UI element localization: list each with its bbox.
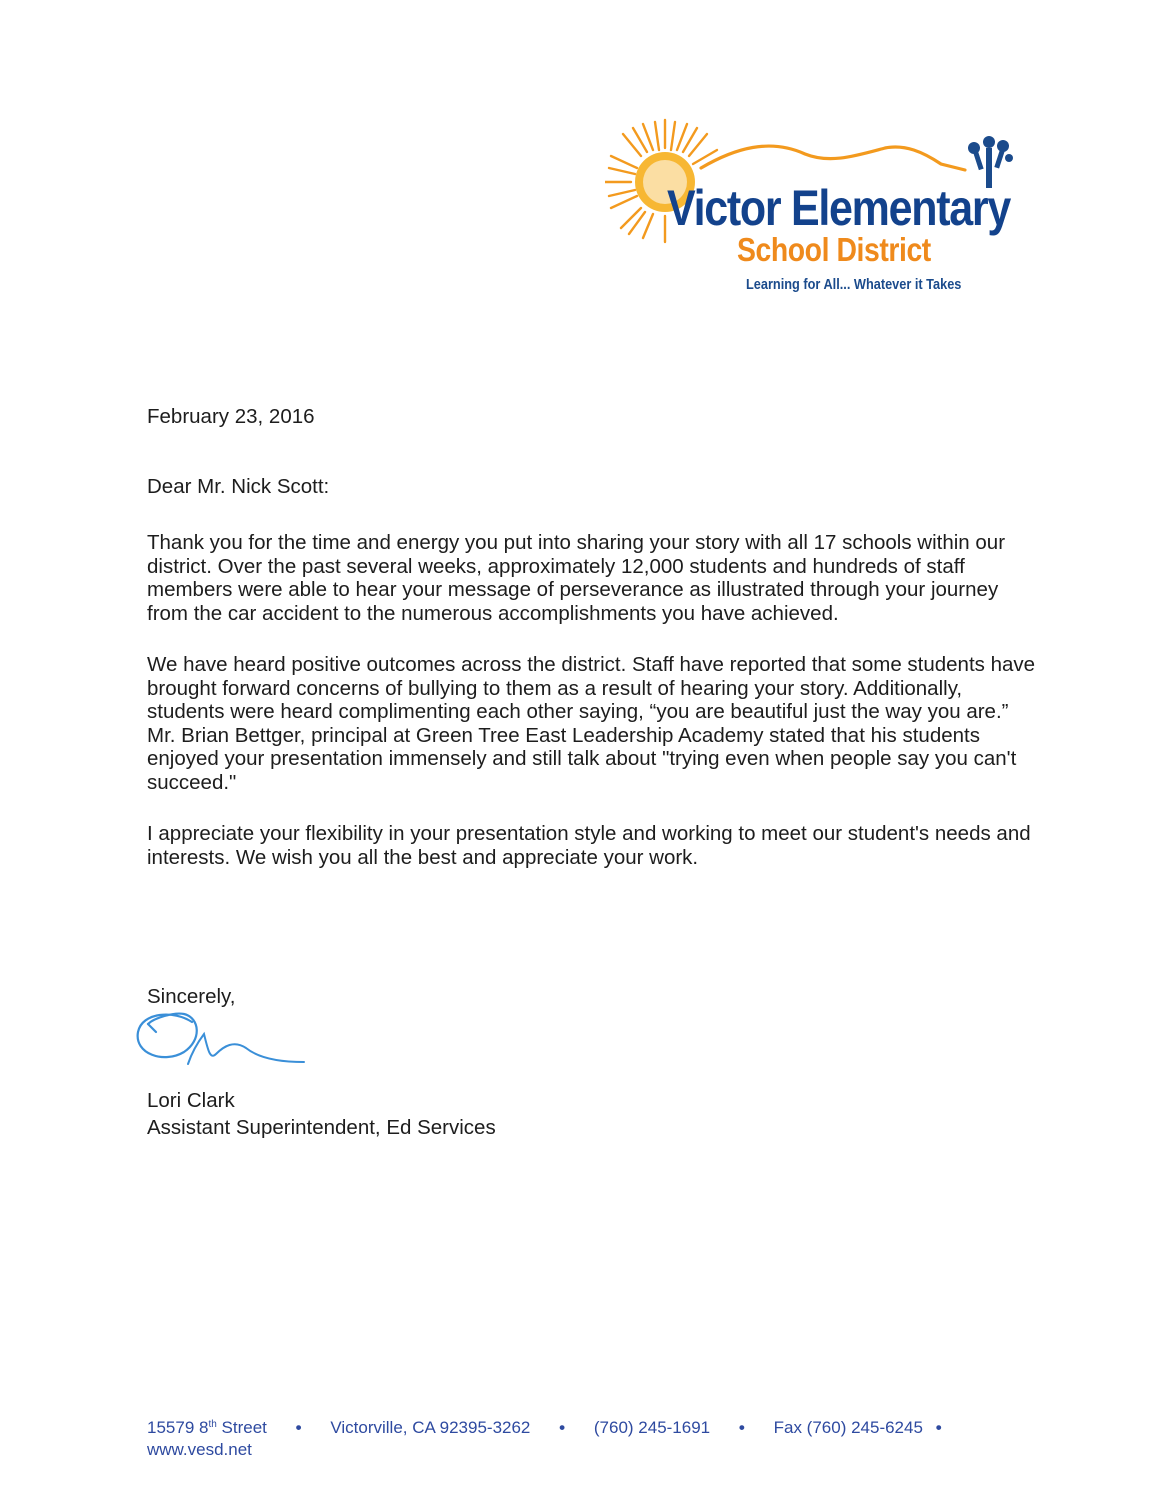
handwritten-signature: [134, 1002, 314, 1082]
paragraph-2: We have heard positive outcomes across the district. Staff have reported that some students have brought forward concerns of bullying to them as a result of hearing your story. Additionally, students were heard complimenting each other saying, “you are beautiful just the way you are.” Mr. Brian Bettger, principal at Green Tree East Leadership Academy stated that his students enjoyed your presentation immensely and still talk about "trying even when people say you can't succeed.": [147, 653, 1036, 794]
footer-street-name: Street: [216, 1418, 267, 1437]
letterhead-footer: [147, 1414, 1047, 1461]
logo-district-name: Victor Elementary: [667, 180, 1010, 236]
district-logo: [605, 108, 1045, 308]
closing: Sincerely,: [147, 985, 236, 1008]
logo-tagline: Learning for All... Whatever it Takes: [746, 276, 962, 293]
footer-city: Victorville, CA 92395-3262: [330, 1418, 531, 1437]
letter-body: [147, 405, 1042, 897]
signer-block: [147, 1087, 496, 1141]
footer-contact-line: [147, 1414, 1047, 1439]
salutation: Dear Mr. Nick Scott:: [147, 474, 330, 498]
letter-date: February 23, 2016: [147, 405, 315, 428]
bullet-separator: •: [738, 1418, 745, 1437]
paragraph-1: Thank you for the time and energy you put into sharing your story with all 17 schools within our district. Over the past several weeks, approximately 12,000 students and hundreds of staff members were able to hear your message of perseverance as illustrated through your journey from the car accident to the numerous accomplishments you have achieved.: [147, 531, 1006, 625]
footer-phone: (760) 245-1691: [593, 1418, 711, 1437]
paragraph-3: I appreciate your flexibility in your presentation style and working to meet our student's needs and interests. We wish you all the best and appreciate your work.: [147, 822, 1031, 869]
bullet-separator: •: [935, 1418, 942, 1437]
footer-street-suffix: th: [208, 1419, 217, 1430]
footer-website: www.vesd.net: [147, 1440, 252, 1459]
logo-district-subname: School District: [737, 231, 931, 268]
signer-name: Lori Clark: [147, 1089, 235, 1112]
footer-street-number: 15579 8: [147, 1418, 209, 1437]
signer-title: Assistant Superintendent, Ed Services: [147, 1116, 496, 1139]
footer-fax: Fax (760) 245-6245: [773, 1418, 923, 1437]
bullet-separator: •: [559, 1418, 566, 1437]
bullet-separator: •: [295, 1418, 302, 1437]
